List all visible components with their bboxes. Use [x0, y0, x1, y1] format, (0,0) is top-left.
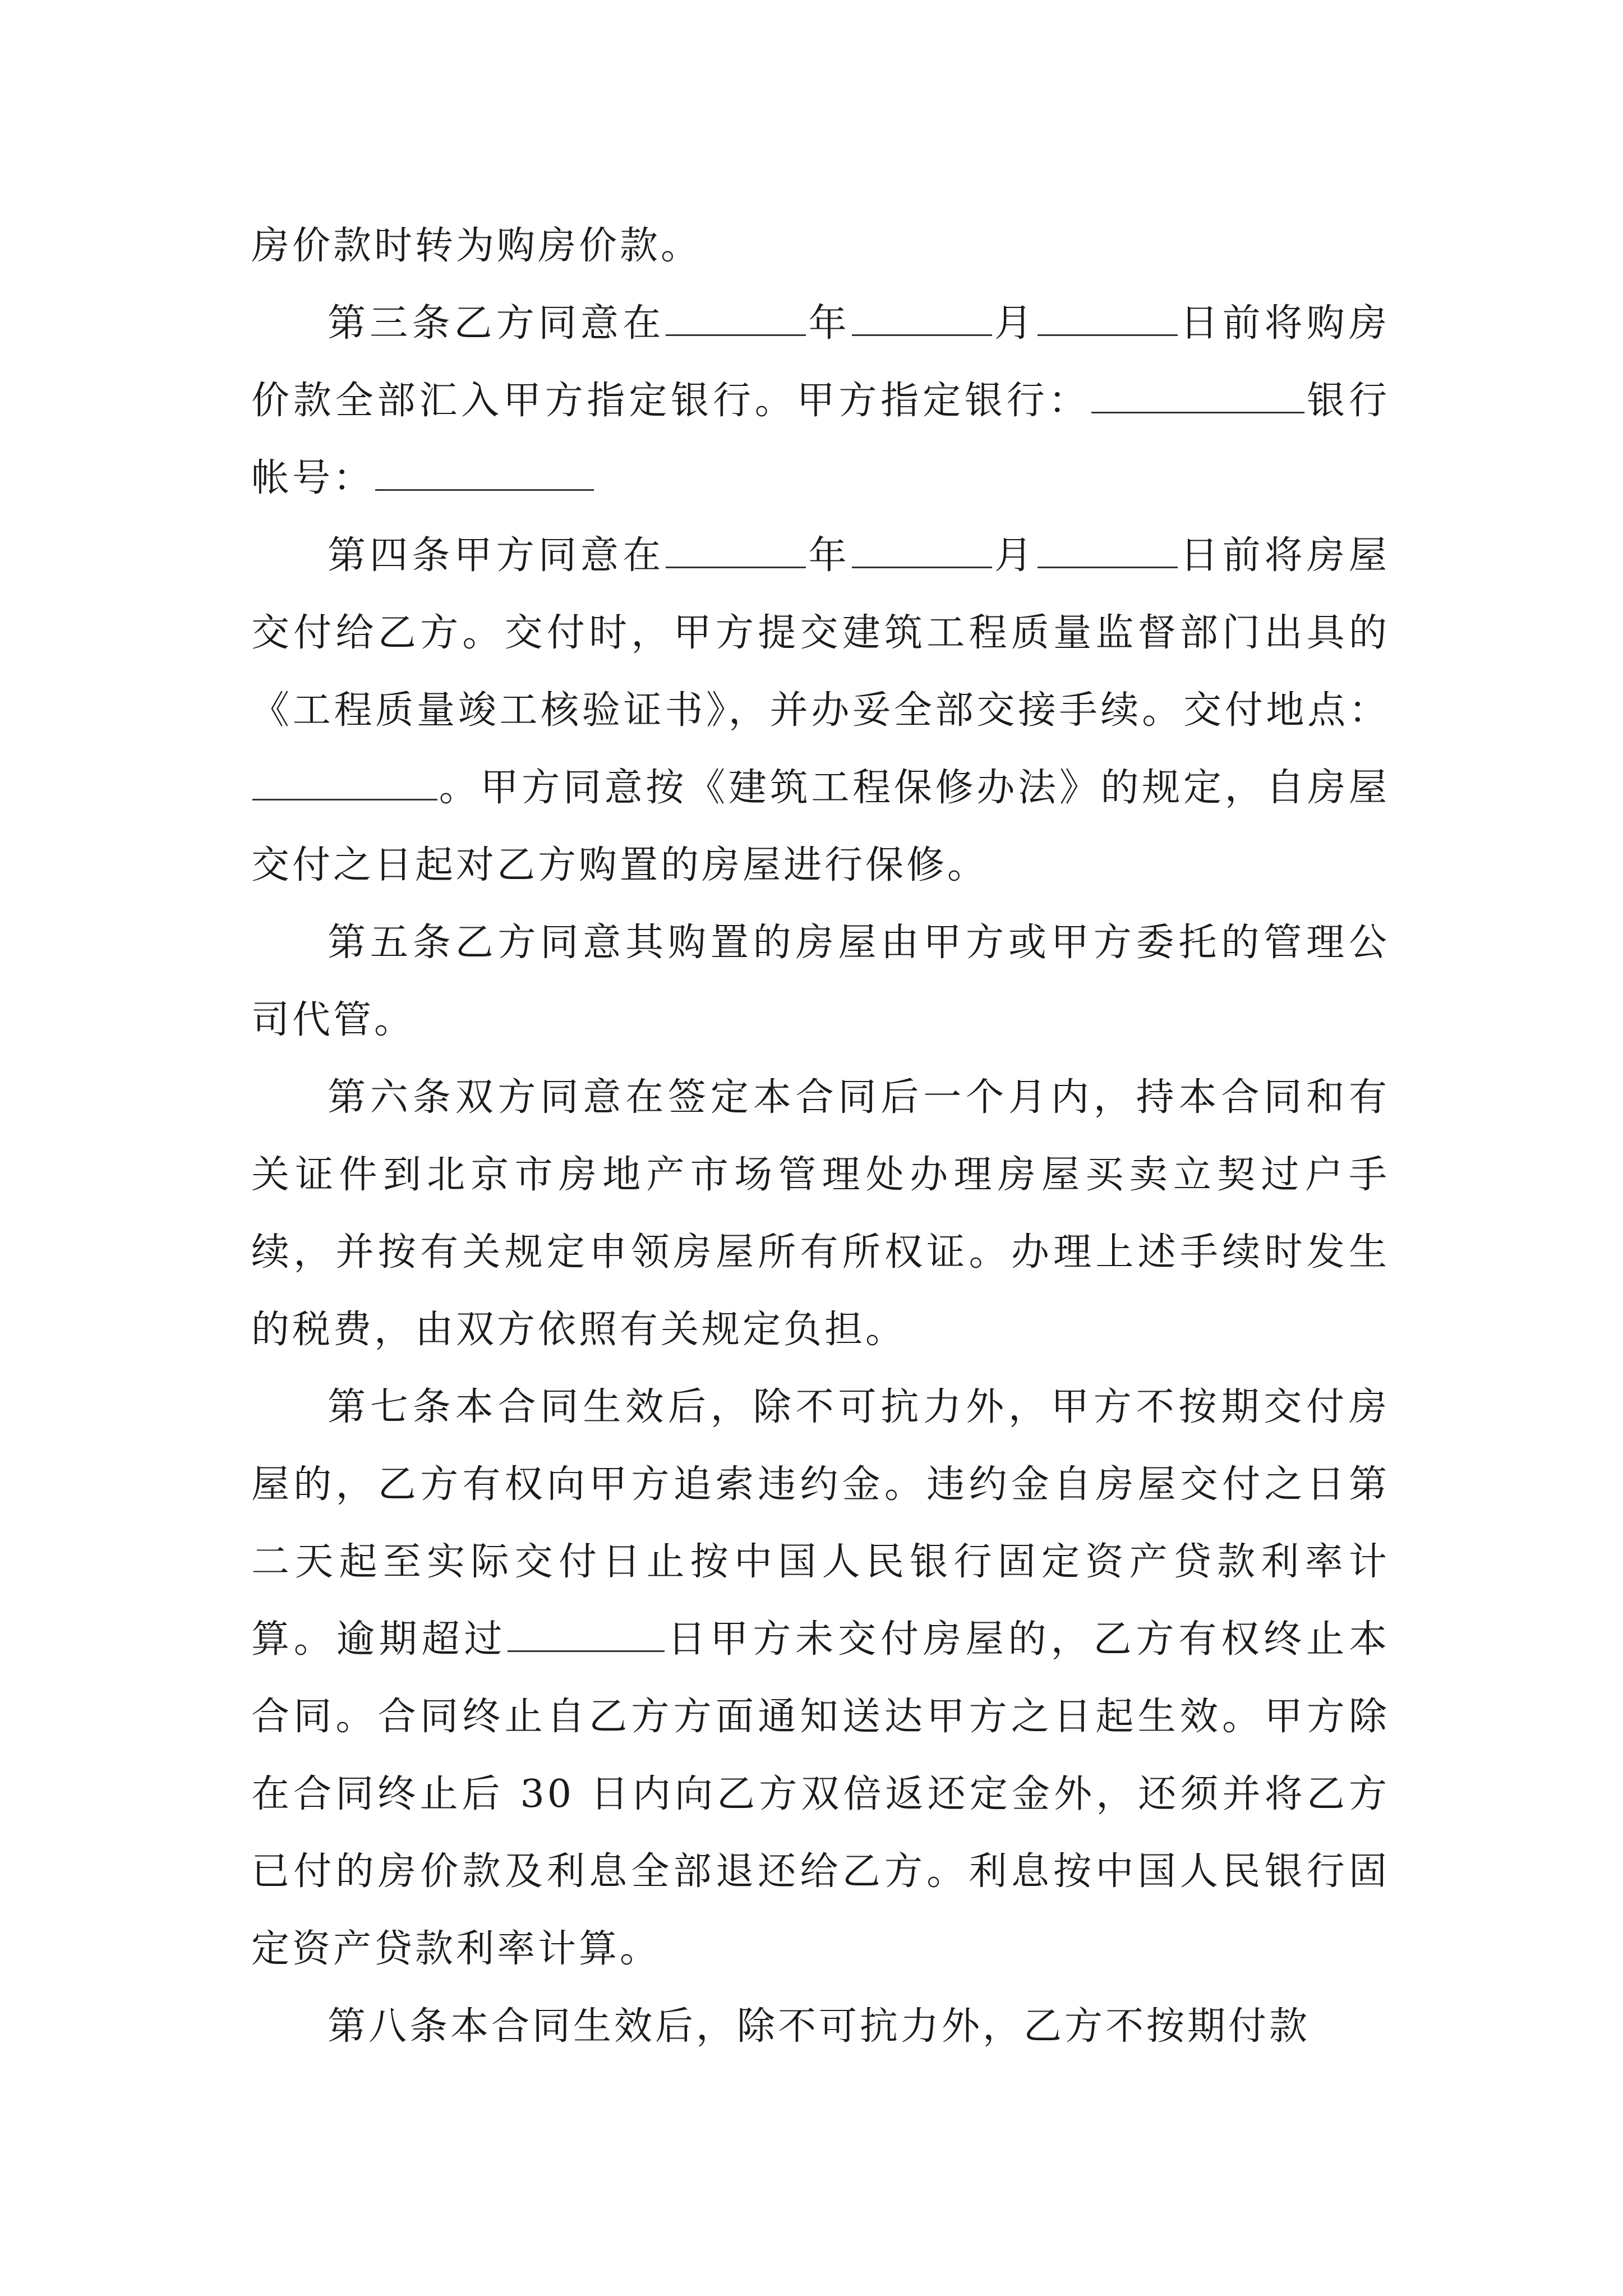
text-segment: 年 — [807, 533, 851, 578]
paragraph-article-7 — [251, 1369, 1390, 1988]
paragraph-article-3 — [251, 285, 1390, 517]
fill-blank-account — [375, 455, 594, 491]
text-segment: 月 — [993, 301, 1037, 346]
text-segment: 第三条乙方同意在 — [328, 301, 665, 346]
paragraph-article-5 — [251, 904, 1390, 1059]
text-segment: 第八条本合同生效后，除不可抗力外，乙方不按期付款 — [328, 2004, 1311, 2049]
text-segment: 日前将购房价款全部汇入甲方指定银行。甲方指定银行： — [251, 301, 1390, 423]
paragraph-continuation — [251, 208, 1390, 285]
fill-blank-year — [666, 533, 806, 568]
fill-blank-month — [852, 301, 992, 336]
paragraph-article-8 — [251, 1988, 1390, 2065]
text-segment: 日前将房屋交付给乙方。交付时，甲方提交建筑工程质量监督部门出具的《工程质量竣工核验证书》，并办妥全部交接手续。交付地点： — [251, 533, 1390, 733]
fill-blank-location — [252, 765, 437, 800]
text-segment: 。甲方同意按《建筑工程保修办法》的规定，自房屋交付之日起对乙方购置的房屋进行保修。 — [251, 766, 1390, 887]
fill-blank-bank — [1091, 378, 1304, 413]
text-segment: 房价款时转为购房价款。 — [251, 224, 702, 268]
fill-blank-year — [666, 301, 806, 336]
paragraph-article-6 — [251, 1059, 1390, 1369]
fill-blank-day — [1038, 533, 1178, 568]
text-segment: 第七条本合同生效后，除不可抗力外，甲方不按期交付房屋的，乙方有权向甲方追索违约金。违约金自房屋交付之日第二天起至实际交付日止按中国人民银行固定资产贷款利率计算。逾期超过 — [251, 1385, 1390, 1662]
text-segment: 第五条乙方同意其购置的房屋由甲方或甲方委托的管理公司代管。 — [251, 921, 1390, 1042]
text-segment: 第六条双方同意在签定本合同后一个月内，持本合同和有关证件到北京市房地产市场管理处办理房屋买卖立契过户手续，并按有关规定申领房屋所有所权证。办理上述手续时发生的税费，由双方依照有关规定负担。 — [251, 1075, 1390, 1352]
fill-blank-days — [508, 1617, 665, 1652]
paragraph-article-4 — [251, 517, 1390, 904]
document-body — [251, 208, 1390, 2065]
text-segment: 银行帐号： — [251, 379, 1390, 500]
text-segment: 第四条甲方同意在 — [328, 533, 665, 578]
fill-blank-month — [852, 533, 992, 568]
fill-blank-day — [1038, 301, 1178, 336]
text-segment: 日甲方未交付房屋的，乙方有权终止本合同。合同终止自乙方方面通知送达甲方之日起生效。甲方除在合同终止后 30 日内向乙方双倍返还定金外，还须并将乙方已付的房价款及利息全部退还给乙方。利息按中国人民银行固定资产贷款利率计算。 — [251, 1617, 1390, 1971]
text-segment: 年 — [807, 301, 851, 346]
text-segment: 月 — [993, 533, 1037, 578]
